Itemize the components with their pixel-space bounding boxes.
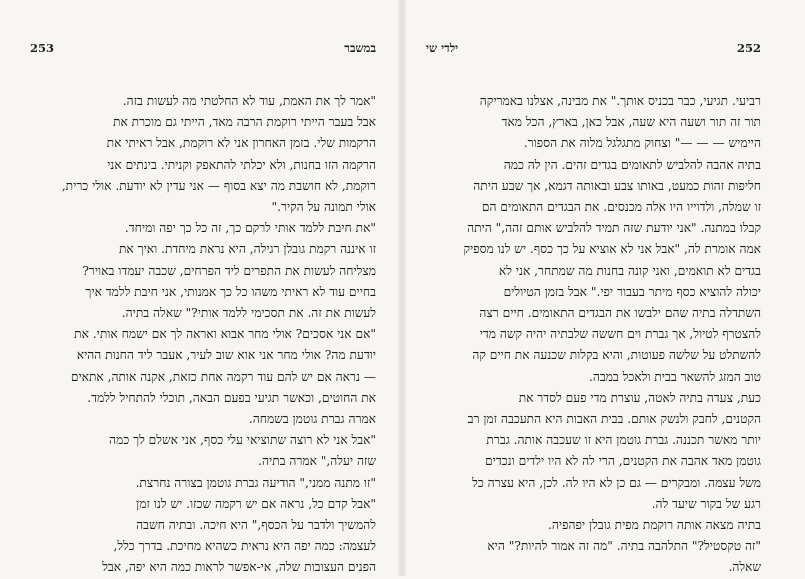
text-line: "זה טקסטיל?" התלהבה בתיה. "מה זה אמור להיות?" היא [487,539,761,554]
left-page [0,0,402,576]
page-number: 253 [30,41,55,55]
text-line: השתדלה בתיה שהם ילבשו את הבגדים התאומים. חיים רצה [479,306,761,321]
text-line: גוטמן מאד אהבה את הקטנים, הרי לה לא היו ילדים ונכדים [485,454,761,469]
text-line: טוב המזג להשאר בבית ולאכל במבה. [588,369,761,384]
right-page [402,0,805,576]
text-line: יכולה להוציא כסף מיתר בעבור יפי." אבל בזמן הטיולים [503,284,761,299]
text-line: "את חיבת ללמד אותי לרקם כך, זה כל כך יפה ומיחד. [124,221,376,236]
text-line: הרקמות שלי. בזמן האחרון אני לא רוקמת, אבל ראיתי את [106,136,376,151]
text-line: להצטרף לטיול, אך גברת וים חששה שלבתיה יהיה קשה מדי [479,327,761,342]
text-line: לעשות את זה. את תסכימי ללמד אותי?" שאלה בתיה. [121,306,376,321]
text-line: "אם אני אסכים? אולי מחר אבוא ואראה לך אם ישמח אותי. את [74,327,376,342]
text-line: "אבל קדם כל, נראה אם יש רקמה שכזו. יש לנו זמן [136,496,376,511]
text-line: הפנים העצובות שלה, אי-אפשר לראות כמה היא יפה, אבל [102,560,376,575]
text-line: בתיה אהבה להלביש לתאומים בגדים זהים. הין לה כמה [503,157,761,172]
text-line: בתיה מצאה אותה רוקמת מפית גובלן יפהפיה. [548,518,761,533]
text-line: "אבל אני לא רוצה שתוציאי עלי כסף, אני אשלם לך כמה [109,433,376,448]
text-line: הקטנים, לחבק ולנשק אותם. בבית האבות היא התעכבה זמן רב [467,412,761,427]
left-page-body [30,91,376,579]
text-line: חליפות זהות כמעט, באותו צבע ובאותה דגמא, אך שבע היתה [473,178,761,193]
text-line: רוקמת, לא חושבת מה יצא בסוף — אני עדין לא יודעת. אולי כרית, [61,178,376,193]
text-line: — נראה אם יש להם עוד רקמה אחת כזאת, אקנה אותה, אתאים [70,369,376,384]
running-title: במשבר [344,41,376,55]
text-line: זו שמלה, ולדוייו היו אלה מכנסים. את הבגדים התאומים הם [481,200,761,215]
text-line: מצליחה לעשות את התפרים ליד הפרחים, שכבה יעמדו באויר? [82,263,376,278]
text-line: לעצמה: כמה יפה היא נראית כשהיא מחיכת. בדרך כלל, [113,539,376,554]
left-page-header [0,41,402,59]
text-line: את החוטים, וכאשר תגיעי בפעם הבאה, תוכלי להתחיל ללמד. [87,390,376,405]
text-line: כעת, צעדה בתיה לאטה, עוצרת מדי פעם לסדר את [518,390,761,405]
text-line: תור זה תור ושעה היא שעה, אבל כאן, בארץ, הכל מאד [501,115,761,130]
text-line: אולי תמונה על הקיר." [271,200,376,215]
text-line: זו איננה רקמת גובלן רגילה, היא נראת מיחדת. ואיך את [119,242,376,257]
text-line: "זו מתנה ממני," הודיעה גברת גוטמן בצורה נחרצת. [135,475,376,490]
text-line: משל עצמה. ומבקרים — גם כן לא היו לה. לכן, היא עצרה כל [472,475,761,490]
text-line: אמה אומרת לה, "אבל אני לא אוציא על כך כסף. יש לנו מספיק [463,242,761,257]
text-line: קבלו במתנה. "אני יודעת שזה תמיד להלביש אותם זהה," היתה [467,221,761,236]
text-line: אבל בעבר הייתי רוקמת הרבה מאד, הייתי גם מוכרת את [113,115,376,130]
text-line: הרקמה הזו בחנות, ולא יכלתי להתאפק וקניתי. בינתים אני [107,157,376,172]
text-line: בחיים עוד לא ראיתי משהו כל כך אמנותי, אני חיבת ללמד איך [85,284,376,299]
text-line: יודעת מה? אולי מחר אני אוא שוב לעיר, אעבר ליד החנות ההיא [76,348,376,363]
text-line: רביעי. תגיעי, כבר בכניס אותך." את מבינה, אצלנו באמריקה [479,94,761,108]
page-number: 252 [736,41,761,55]
text-line: היימיש — — —" וצחוק מתגלגל מלוה את הספור. [523,136,761,151]
text-line: אמרה גברת גוטמן בשמחה. [248,412,376,427]
text-line: להמשיך ולדבר על הכסף," היא חיכה. ובתיה חשבה [136,518,376,533]
text-line: יותר מאשר תכננה. גברת גוטמן היא זו שעכבה אותה. גברת [486,433,761,448]
text-line: "אמר לך את האמת, עוד לא החלטתי מה לעשות בזה. [122,94,376,108]
text-line: שזה יעלה," אמרה בתיה. [258,454,376,469]
right-page-header [402,41,805,59]
text-line: רגע של בקור שיעד לה. [651,496,761,511]
text-line: להשתלט על שלשה פעוטות, והיא בקלות שכנעה את חיים קה [472,348,761,363]
running-title: ילדי שי [426,41,459,55]
text-line: בגדים לא תואמים, ואני קונה בחנות מה שמתחר, אני לא [498,263,761,278]
text-line: שאלה. [728,560,761,575]
right-page-body [426,91,761,579]
